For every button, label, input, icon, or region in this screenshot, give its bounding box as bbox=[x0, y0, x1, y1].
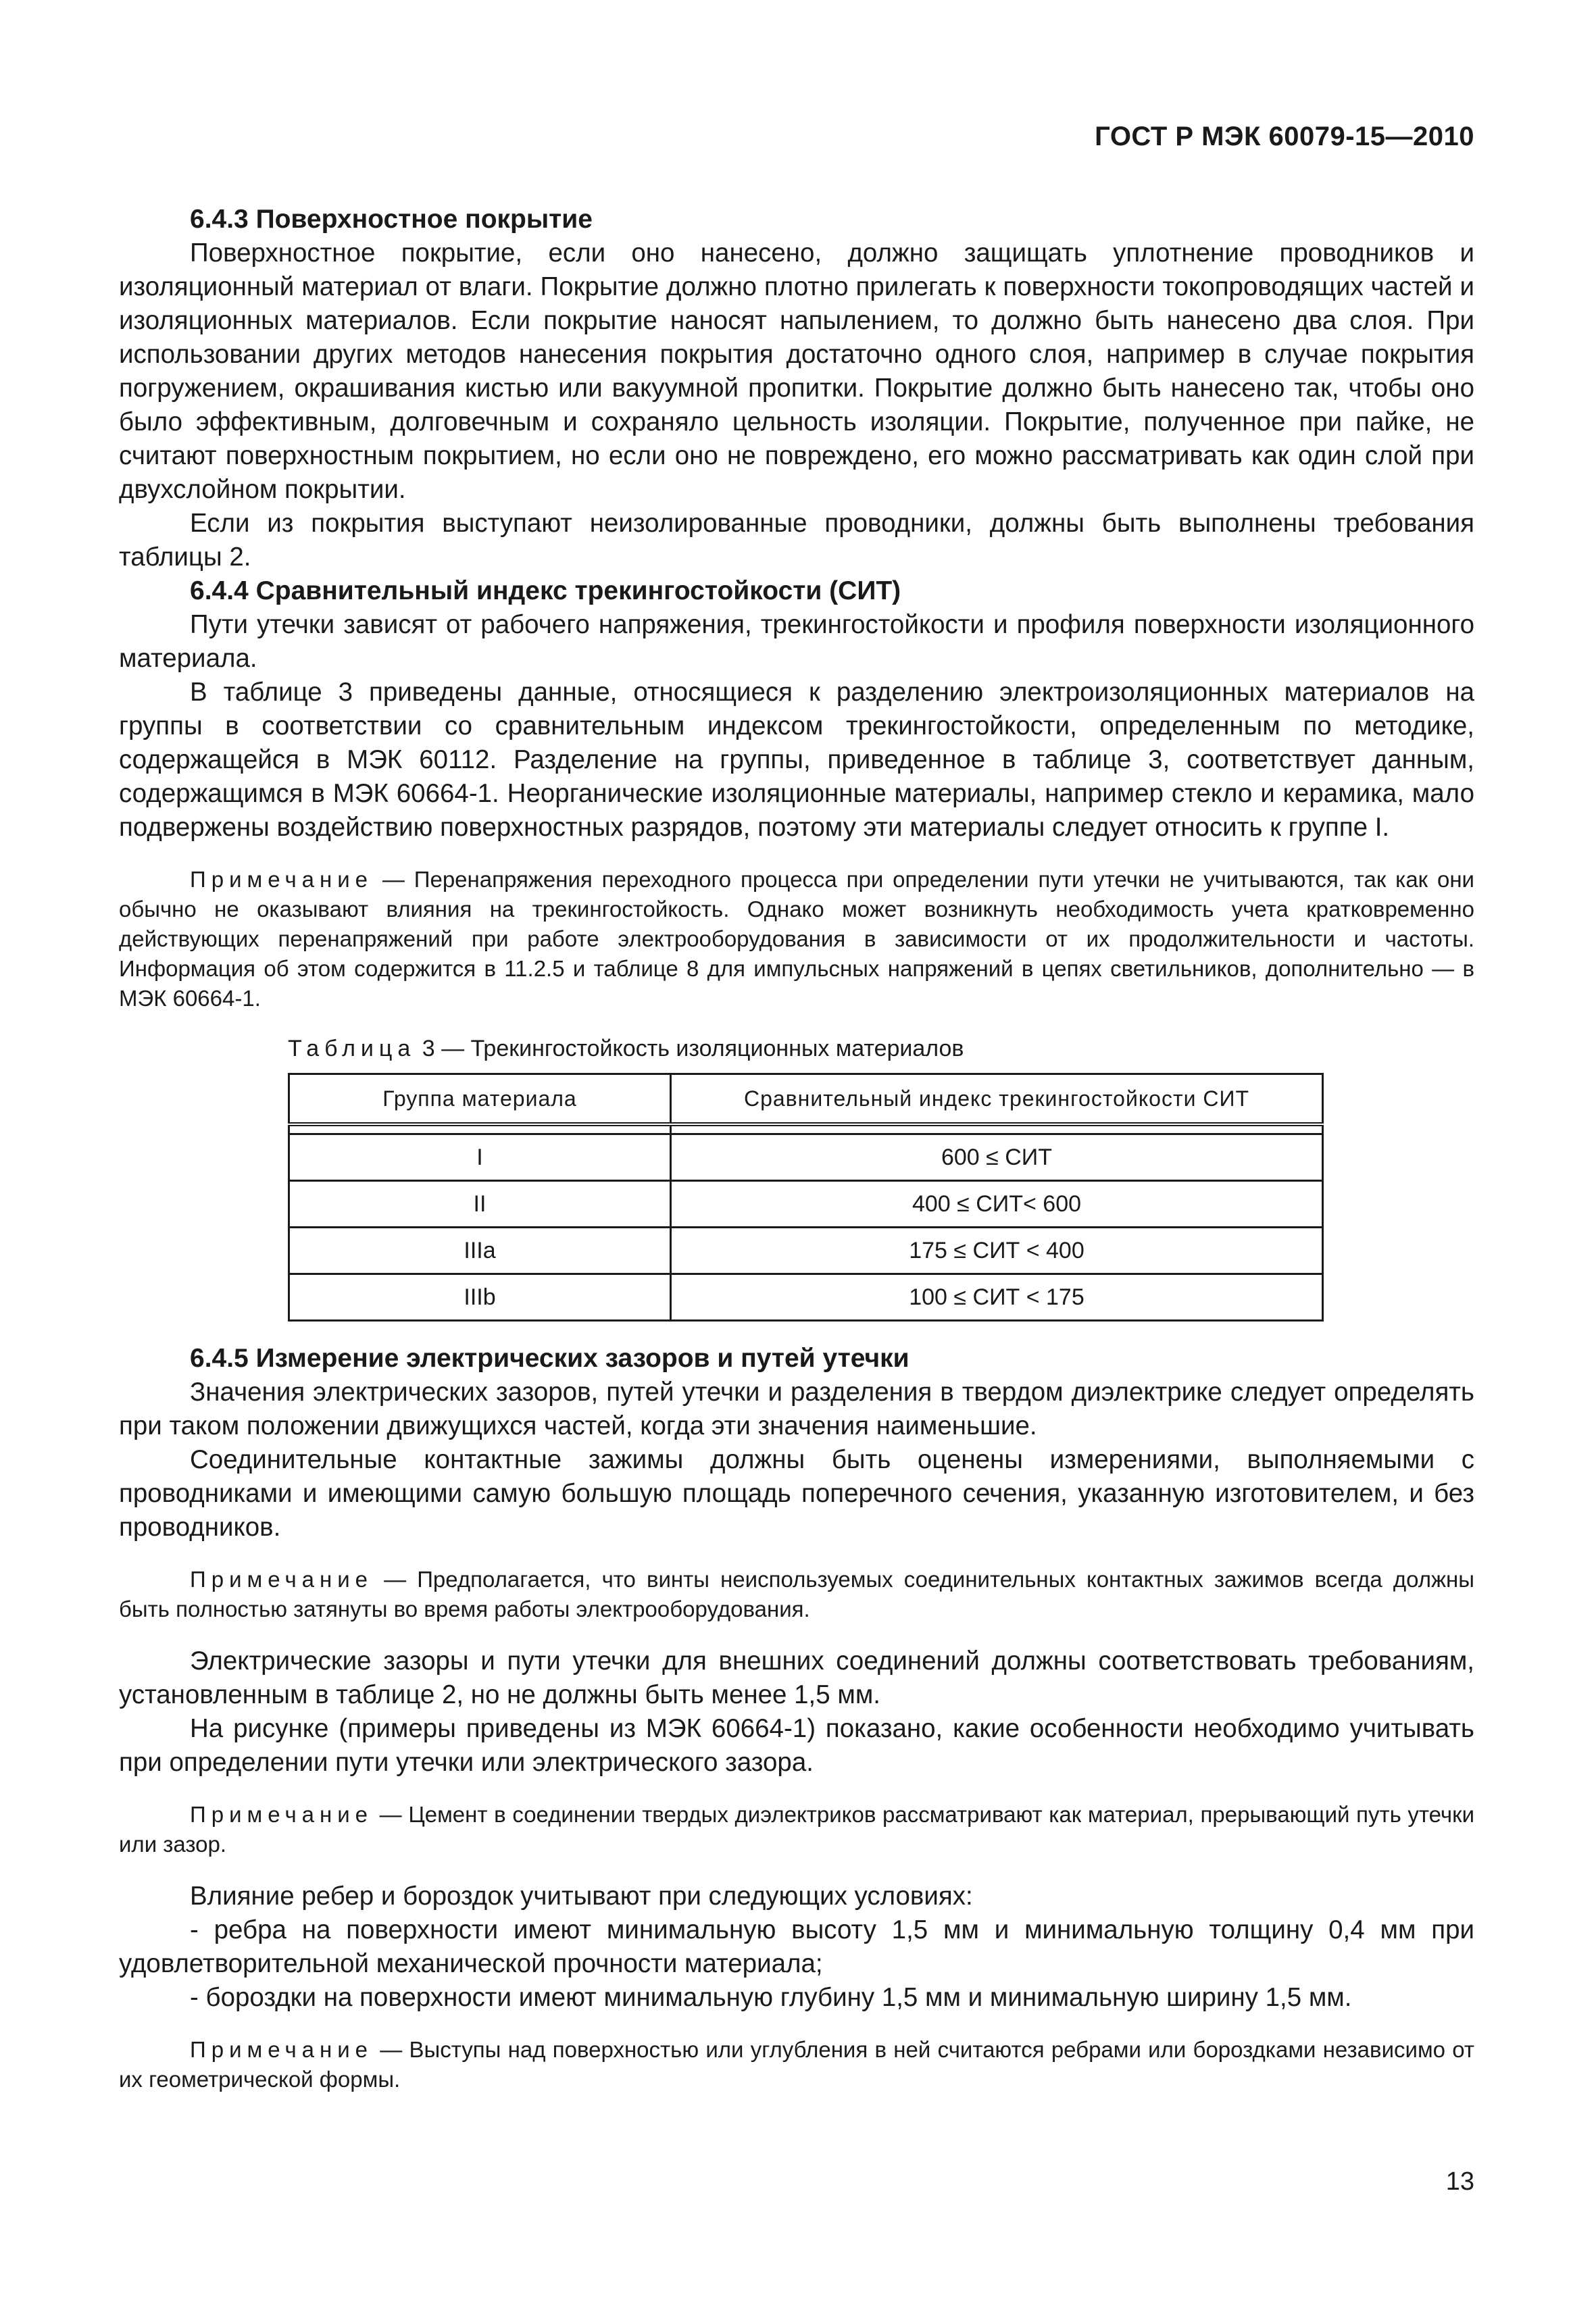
paragraph: На рисунке (примеры приведены из МЭК 60664-1) показано, какие особенности необходимо учитывать при определении пути утечки или электрического зазора. bbox=[119, 1714, 1474, 1777]
paragraph: Электрические зазоры и пути утечки для внешних соединений должны соответствовать требованиям, установленным в таблице 2, но не должны быть менее 1,5 мм. bbox=[119, 1646, 1474, 1709]
section-6-4-5-heading: 6.4.5 Измерение электрических зазоров и путей утечки bbox=[190, 1344, 909, 1373]
table-cell-cti: 175 ≤ СИТ < 400 bbox=[671, 1228, 1323, 1274]
table-cell-group: II bbox=[289, 1181, 671, 1228]
note-text: — Перенапряжения переходного процесса при определении пути утечки не учитываются, так как они обычно не оказывают влияния на трекингостойкость. Однако может возникнуть необходимость учета кратковременно действующих перенапряжений при работе электрооборудования в зависимости от их продолжительности и частоты. Информация об этом содержится в 11.2.5 и таблице 8 для импульсных напряжений в цепях светильников, дополнительно — в МЭК 60664-1. bbox=[119, 867, 1474, 1011]
table-caption-text: 3 — Трекингостойкость изоляционных материалов bbox=[416, 1036, 964, 1061]
table-cell-cti: 100 ≤ СИТ < 175 bbox=[671, 1274, 1323, 1321]
section-6-4-3-heading: 6.4.3 Поверхностное покрытие bbox=[190, 205, 593, 234]
paragraph: Значения электрических зазоров, путей утечки и разделения в твердом диэлектрике следует определять при таком положении движущихся частей, когда эти значения наименьшие. bbox=[119, 1378, 1474, 1440]
table-header-group: Группа материала bbox=[289, 1074, 671, 1125]
document-header: ГОСТ Р МЭК 60079-15—2010 bbox=[1095, 122, 1474, 151]
note bbox=[119, 2035, 1474, 2094]
list-item: - ребра на поверхности имеют минимальную высоту 1,5 мм и минимальную толщину 0,4 мм при удовлетворительной механической прочности материала; bbox=[119, 1915, 1474, 1978]
note bbox=[119, 865, 1474, 1013]
table-cell-group: I bbox=[289, 1134, 671, 1181]
note-text: — Цемент в соединении твердых диэлектриков рассматривают как материал, прерывающий путь утечки или зазор. bbox=[119, 1802, 1474, 1857]
table-row bbox=[289, 1228, 1323, 1274]
table-cell-group: IIIb bbox=[289, 1274, 671, 1321]
table-cell-group: IIIa bbox=[289, 1228, 671, 1274]
note-label: Примечание bbox=[190, 2037, 374, 2062]
note-label: Примечание bbox=[190, 867, 374, 892]
list-item: - бороздки на поверхности имеют минимальную глубину 1,5 мм и минимальную ширину 1,5 мм. bbox=[190, 1983, 1352, 2012]
table-row bbox=[289, 1181, 1323, 1228]
table-caption-label: Таблица bbox=[288, 1036, 416, 1061]
table-caption bbox=[288, 1034, 1474, 1063]
note-text: — Выступы над поверхностью или углубления в ней считаются ребрами или бороздками независимо от их геометрической формы. bbox=[119, 2037, 1474, 2092]
table-header-cti: Сравнительный индекс трекингостойкости СИТ bbox=[671, 1074, 1323, 1125]
note bbox=[119, 1800, 1474, 1859]
table-cell-cti: 400 ≤ СИТ< 600 bbox=[671, 1181, 1323, 1228]
paragraph: Соединительные контактные зажимы должны быть оценены измерениями, выполняемыми с проводниками и имеющими самую большую площадь поперечного сечения, указанную изготовителем, и без проводников. bbox=[119, 1445, 1474, 1542]
note bbox=[119, 1565, 1474, 1624]
table-cell-cti: 600 ≤ СИТ bbox=[671, 1134, 1323, 1181]
paragraph: Поверхностное покрытие, если оно нанесено, должно защищать уплотнение проводников и изоляционный материал от влаги. Покрытие должно плотно прилегать к поверхности токопроводящих частей и изоляционных материалов. Если покрытие наносят напылением, то должно быть нанесено два слоя. При использовании других методов нанесения покрытия достаточно одного слоя, например в случае покрытия погружением, окрашивания кистью или вакуумной пропитки. Покрытие должно быть нанесено так, чтобы оно было эффективным, долговечным и сохраняло цельность изоляции. Покрытие, полученное при пайке, не считают поверхностным покрытием, но если оно не повреждено, его можно рассматривать как один слой при двухслойном покрытии. bbox=[119, 238, 1474, 504]
note-text: — Предполагается, что винты неиспользуемых соединительных контактных зажимов всегда должны быть полностью затянуты во время работы электрооборудования. bbox=[119, 1567, 1474, 1621]
note-label: Примечание bbox=[190, 1802, 374, 1827]
table-3 bbox=[288, 1073, 1324, 1322]
table-row bbox=[289, 1274, 1323, 1321]
paragraph: Если из покрытия выступают неизолированные проводники, должны быть выполнены требования таблицы 2. bbox=[119, 509, 1474, 572]
page-body bbox=[119, 203, 1474, 2094]
paragraph: В таблице 3 приведены данные, относящиеся к разделению электроизоляционных материалов на группы в соответствии со сравнительным индексом трекингостойкости, определенным по методике, содержащейся в МЭК 60112. Разделение на группы, приведенное в таблице 3, соответствует данным, содержащимся в МЭК 60664-1. Неорганические изоляционные материалы, например стекло и керамика, мало подвержены воздействию поверхностных разрядов, поэтому эти материалы следует относить к группе I. bbox=[119, 678, 1474, 842]
table-row bbox=[289, 1134, 1323, 1181]
section-6-4-4-heading: 6.4.4 Сравнительный индекс трекингостойкости (СИТ) bbox=[190, 576, 901, 605]
page-number: 13 bbox=[1445, 2167, 1474, 2196]
note-label: Примечание bbox=[190, 1567, 374, 1592]
paragraph: Пути утечки зависят от рабочего напряжения, трекингостойкости и профиля поверхности изоляционного материала. bbox=[119, 610, 1474, 673]
paragraph: Влияние ребер и бороздок учитывают при следующих условиях: bbox=[190, 1882, 973, 1911]
